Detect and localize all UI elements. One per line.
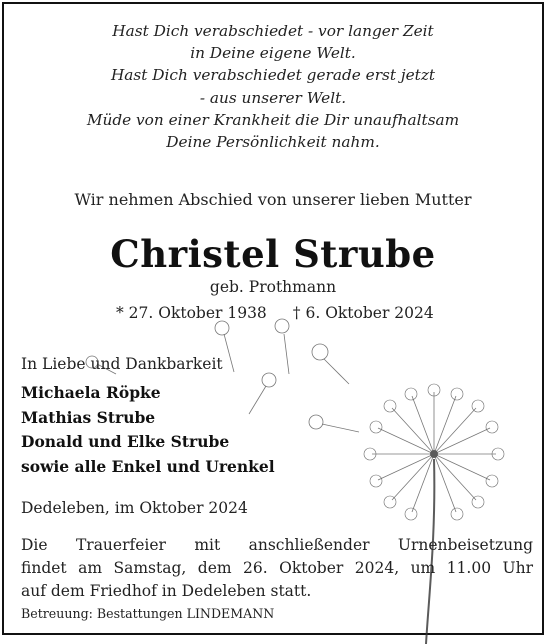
intro-text: Wir nehmen Abschied von unserer lieben Mutter bbox=[74, 190, 472, 209]
life-dates bbox=[116, 304, 434, 322]
death-date: † 6. Oktober 2024 bbox=[292, 304, 434, 322]
ceremony-line: findet am Samstag, dem 26. Oktober 2024, um 11.00 Uhr bbox=[21, 559, 533, 577]
ceremony-line: auf dem Friedhof in Dedeleben statt. bbox=[21, 582, 312, 600]
mourner: Mathias Strube bbox=[21, 407, 156, 427]
mourner: Michaela Röpke bbox=[21, 383, 161, 402]
poem-line: in Deine eigene Welt. bbox=[190, 44, 356, 63]
birth-date: * 27. Oktober 1938 bbox=[116, 304, 267, 322]
thanks-text: In Liebe und Dankbarkeit bbox=[21, 355, 223, 373]
funeral-care: Betreuung: Bestattungen LINDEMANN bbox=[21, 606, 275, 621]
poem-line: - aus unserer Welt. bbox=[199, 88, 347, 107]
poem-line: Hast Dich verabschiedet gerade erst jetzt bbox=[110, 66, 436, 85]
poem-line: Müde von einer Krankheit die Dir unaufhaltsam bbox=[86, 110, 460, 129]
poem bbox=[4, 20, 542, 153]
obituary-frame bbox=[2, 2, 544, 635]
deceased-name: Christel Strube bbox=[110, 232, 436, 276]
poem-line: Deine Persönlichkeit nahm. bbox=[166, 133, 380, 152]
poem-line: Hast Dich verabschiedet - vor langer Zeit bbox=[112, 22, 434, 40]
mourners-list bbox=[21, 381, 275, 479]
ceremony-text bbox=[21, 534, 533, 603]
mourner: Donald und Elke Strube bbox=[21, 432, 230, 451]
ceremony-line: Die Trauerfeier mit anschließender Urnenbeisetzung bbox=[21, 536, 533, 554]
mourner: sowie alle Enkel und Urenkel bbox=[21, 456, 275, 476]
place-date: Dedeleben, im Oktober 2024 bbox=[21, 499, 248, 517]
born-name: geb. Prothmann bbox=[209, 278, 337, 296]
